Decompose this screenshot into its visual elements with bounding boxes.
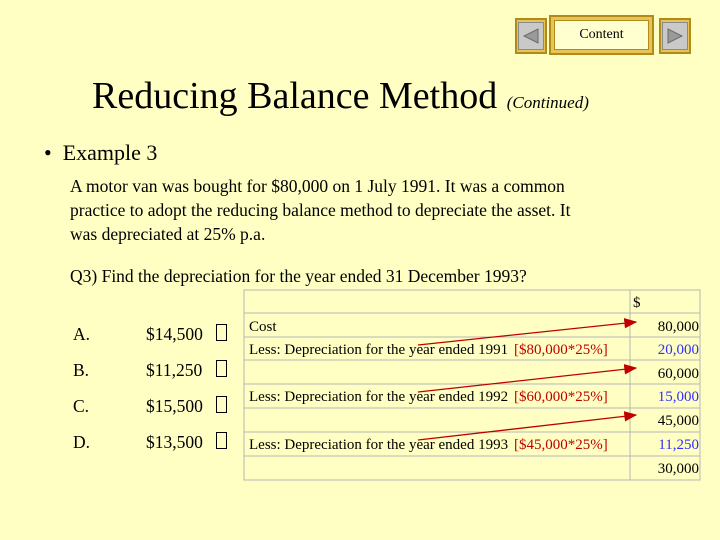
- option-c-button[interactable]: $15,500: [146, 396, 203, 416]
- row-amount: 45,000: [657, 413, 699, 429]
- example-heading-text: Example 3: [62, 140, 158, 165]
- row-label-depreciation-1993: Less: Depreciation for the year ended 1993: [249, 437, 509, 453]
- row-label-cost: Cost: [249, 319, 277, 335]
- option-d-letter: D.: [73, 432, 91, 452]
- title-main: Reducing Balance Method: [92, 75, 498, 117]
- row-formula-1992: [$60,000*25%]: [514, 389, 608, 405]
- row-label-depreciation-1992: Less: Depreciation for the year ended 1992: [249, 389, 509, 405]
- row-formula-1991: [$80,000*25%]: [514, 342, 608, 358]
- example-heading: • Example 3: [44, 140, 158, 165]
- row-formula-1993: [$45,000*25%]: [514, 437, 608, 453]
- table-header-amount: $: [633, 295, 641, 311]
- row-amount: 15,000: [657, 389, 699, 405]
- option-b-button[interactable]: $11,250: [146, 360, 203, 380]
- row-amount: 80,000: [657, 319, 699, 335]
- option-c-letter: C.: [73, 396, 90, 416]
- row-amount: 20,000: [657, 342, 699, 358]
- option-d-button[interactable]: $13,500: [146, 432, 203, 452]
- option-b-letter: B.: [73, 360, 90, 380]
- question-text: Q3) Find the depreciation for the year ended 31 December 1993?: [70, 266, 527, 286]
- row-amount: 60,000: [657, 366, 699, 382]
- row-label-depreciation-1991: Less: Depreciation for the year ended 1991: [249, 342, 509, 358]
- content-button-label: Content: [579, 27, 624, 42]
- paragraph-line-2: practice to adopt the reducing balance method to depreciate the asset. It: [70, 200, 571, 220]
- row-amount: 30,000: [657, 461, 699, 477]
- option-a-button[interactable]: $14,500: [146, 324, 203, 344]
- title-subtitle: (Continued): [506, 93, 589, 112]
- paragraph-line-1: A motor van was bought for $80,000 on 1 July 1991. It was a common: [70, 176, 565, 196]
- row-amount: 11,250: [658, 437, 699, 453]
- option-a-letter: A.: [73, 324, 91, 344]
- paragraph-line-3: was depreciated at 25% p.a.: [70, 224, 266, 244]
